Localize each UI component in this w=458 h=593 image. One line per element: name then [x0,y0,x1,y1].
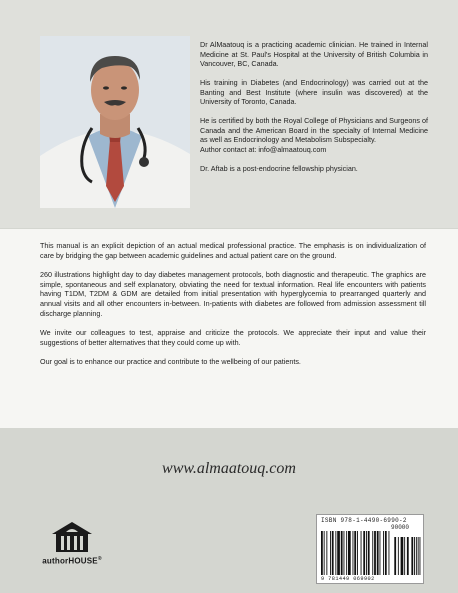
barcode-bar [366,531,367,575]
isbn-label: ISBN 978-1-4490-6990-2 [321,517,407,524]
barcode-bar [374,531,376,575]
barcode-bar [414,537,415,575]
bio-paragraph-coauthor: Dr. Aftab is a post-endocrine fellowship physician. [200,163,358,173]
barcode-bar [361,531,362,575]
barcode-bar [324,531,325,575]
author-contact: Author contact at: info@almaatouq.com [200,144,327,154]
barcode-bar [377,531,379,575]
price-code: 90000 [391,524,410,531]
description-paragraph-illustrations: 260 illustrations highlight day to day diabetes management protocols, both diagnostic and therapeutic. The graphics are simple, spontaneous and self explanatory, obviating the need for textual information. Real life encounters with patients having T1DM, T2DM & GDM are detailed from initial presentation with hyperglycemia to prearranged quarterly and annual visits and all other encounters in-between. In-patients with diabetes are followed from admission assessment till discharge planning. [40,270,426,318]
author-portrait-image [40,36,190,208]
author-bio [200,40,428,183]
barcode-bar [401,537,404,575]
publisher-logo [36,518,108,578]
barcode-bar [337,531,340,575]
description-paragraph-invitation: We invite our colleagues to test, appraise and criticize the protocols. We appreciate their input and value their suggestions of better alternatives that they could come up with. [40,328,426,347]
publisher-name: authorHOUSE® [42,556,102,566]
barcode-bar [394,537,396,575]
barcode-bar [348,531,351,575]
barcode-bar [380,531,381,575]
barcode-bars [321,531,421,575]
barcode-bar [368,531,370,575]
barcode-bar [332,531,334,575]
barcode-bar [411,537,413,575]
barcode-bar [353,531,354,575]
description-paragraph-intro: This manual is an explicit depiction of an actual medical professional practice. The emphasis is on individualization of care by bridging the gap between academic guidelines and actual patient care on the ground. [40,241,426,260]
barcode-bar [385,531,387,575]
barcode-bar [321,531,323,575]
bio-paragraph-certification: He is certified by both the Royal College of Physicians and Surgeons of Canada and the American Board in the specialty of Internal Medicine as well as Endocrinology and Metabolism Subspecialty. [200,116,428,144]
isbn-number: 9 781449 069902 [321,576,375,582]
barcode-bar [389,531,390,575]
website-url: www.almaatouq.com [162,460,296,477]
barcode-bar [416,537,417,575]
barcode-bar [341,531,343,575]
isbn-barcode [316,514,424,584]
barcode-bar [404,537,405,575]
bio-paragraph-diabetes: His training in Diabetes (and Endocrinology) was carried out at the Banting and Best Institute (where insulin was discovered) at the University of Toronto, Canada. [200,78,428,106]
barcode-bar [372,531,373,575]
barcode-bar [420,537,421,575]
barcode-bar [383,531,384,575]
book-description [40,241,426,377]
bio-paragraph-training: Dr AlMaatouq is a practicing academic clinician. He trained in Internal Medicine at St. Paul's Hospital at the University of British Columbia in Vancouver, BC, Canada. [200,40,428,68]
barcode-bar [335,531,336,575]
barcode-bar [330,531,331,575]
barcode-bar [418,537,419,575]
barcode-bar [354,531,356,575]
barcode-bar [357,531,358,575]
author-photo [40,36,190,208]
barcode-bar [326,531,327,575]
barcode-bar [346,531,347,575]
barcode-bar [363,531,365,575]
barcode-bar [344,531,345,575]
description-paragraph-goal: Our goal is to enhance our practice and contribute to the wellbeing of our patients. [40,357,301,367]
barcode-bar [398,537,399,575]
barcode-bar [407,537,409,575]
house-logo-icon [50,520,94,554]
